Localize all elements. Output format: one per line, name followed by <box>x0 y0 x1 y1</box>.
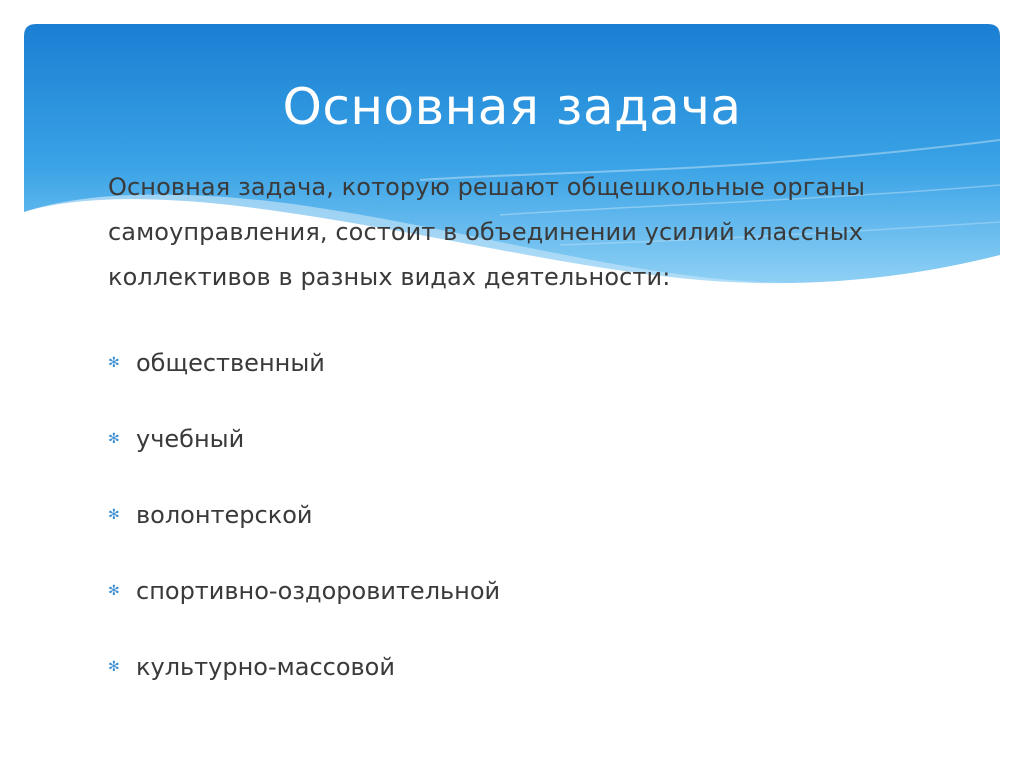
intro-paragraph: Основная задача, которую решают общешкольные органы самоуправления, состоит в объединении усилий классных коллективов в разных видах деятельности: <box>108 173 866 291</box>
asterisk-icon: ✻ <box>108 431 120 447</box>
list-item <box>108 477 908 553</box>
activity-list <box>108 325 908 705</box>
list-item <box>108 629 908 705</box>
asterisk-icon: ✻ <box>108 507 120 523</box>
list-item-label: культурно-массовой <box>136 653 395 681</box>
asterisk-icon: ✻ <box>108 659 120 675</box>
asterisk-icon: ✻ <box>108 355 120 371</box>
slide-title <box>0 78 1024 136</box>
list-item-label: волонтерской <box>136 501 313 529</box>
list-item <box>108 325 908 401</box>
list-item <box>108 553 908 629</box>
list-item-label: общественный <box>136 349 325 377</box>
list-item-label: спортивно-оздоровительной <box>136 577 501 605</box>
list-item <box>108 401 908 477</box>
slide-title-text: Основная задача <box>282 78 742 136</box>
list-item-label: учебный <box>136 425 245 453</box>
asterisk-icon: ✻ <box>108 583 120 599</box>
